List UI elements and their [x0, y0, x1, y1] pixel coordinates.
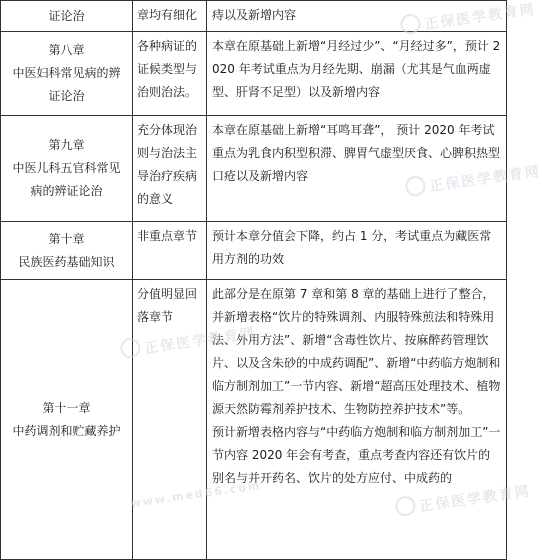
forecast-text: 预计新增表格内容与“中药临方炮制和临方制剂加工”一节内容 2020 年会有考查，重点考查内容还有饮片的别名与并开药名、饮片的处方应付、中成药的 [212, 425, 501, 485]
watermark-logo: 正保医学教育网 [394, 479, 532, 520]
forecast-cell [207, 222, 507, 280]
chapter-cell: 证论治 [1, 1, 133, 32]
watermark-logo: www.med66.com [129, 478, 263, 511]
feature-cell: 分值明显回落章节 [133, 280, 207, 560]
chapter-cell [1, 32, 133, 116]
chapter-cell [1, 222, 133, 280]
forecast-cell [207, 32, 507, 116]
chapter-number: 第九章 中医儿科五官科常见病的辨证论治 [12, 138, 121, 198]
watermark-logo: 正保医学教育网 [119, 321, 257, 362]
chapter-cell [1, 280, 133, 560]
forecast-text: 预计本章分值会下降，约占 1 分，考试重点为藏医常用方剂的功效 [212, 229, 492, 266]
forecast-text: 本章在原基础上新增“月经过少”、“月经过多”，预计 2020 年考试重点为月经先期、崩漏（尤其是气血两虚型、肝肾不足型）以及新增内容 [212, 39, 501, 99]
feature-cell: 充分体现治则与治法主导治疗疾病的意义 [133, 116, 207, 222]
table-row [1, 32, 507, 116]
forecast-cell [207, 280, 507, 560]
forecast-cell [207, 116, 507, 222]
forecast-text: 痔以及新增内容 [212, 8, 297, 22]
watermark-logo: 正保医学教育网 [404, 159, 542, 200]
watermark-logo: 正保医学教育网 [399, 0, 537, 37]
table-row [1, 222, 507, 280]
chapter-number: 第十一章 中药调剂和贮藏养护 [12, 400, 121, 438]
feature-cell: 各种病证的证候类型与治则治法。 [133, 32, 207, 116]
feature-cell: 章均有细化 [133, 1, 207, 32]
chapter-number: 第十章 民族医药基础知识 [18, 231, 115, 269]
forecast-text: 此部分是在原第 7 章和第 8 章的基础上进行了整合，并新增表格“饮片的特殊调剂、内服特殊煎法和特殊用法、外用方法”、新增“含毒性饮片、按麻醉药管理饮片、以及含朱砂的中成药调配”、新增“中药临方炮制和临方制剂加工”一节内容、新增“超高压处理技术、植物源天然防霉剂养护技术、生物防控养护技术”等。 [212, 287, 501, 416]
table-row [1, 116, 507, 222]
chapter-number: 第八章 中医妇科常见病的辨证论治 [12, 43, 121, 103]
feature-cell: 非重点章节 [133, 222, 207, 280]
table-row [1, 1, 507, 32]
forecast-text: 本章在原基础上新增“耳鸣耳聋”， 预计 2020 年考试重点为乳食内积型积滞、脾胃气虚型厌食、心脾积热型口疮以及新增内容 [212, 123, 501, 183]
forecast-cell [207, 1, 507, 32]
chapter-cell [1, 116, 133, 222]
table-row [1, 280, 507, 560]
